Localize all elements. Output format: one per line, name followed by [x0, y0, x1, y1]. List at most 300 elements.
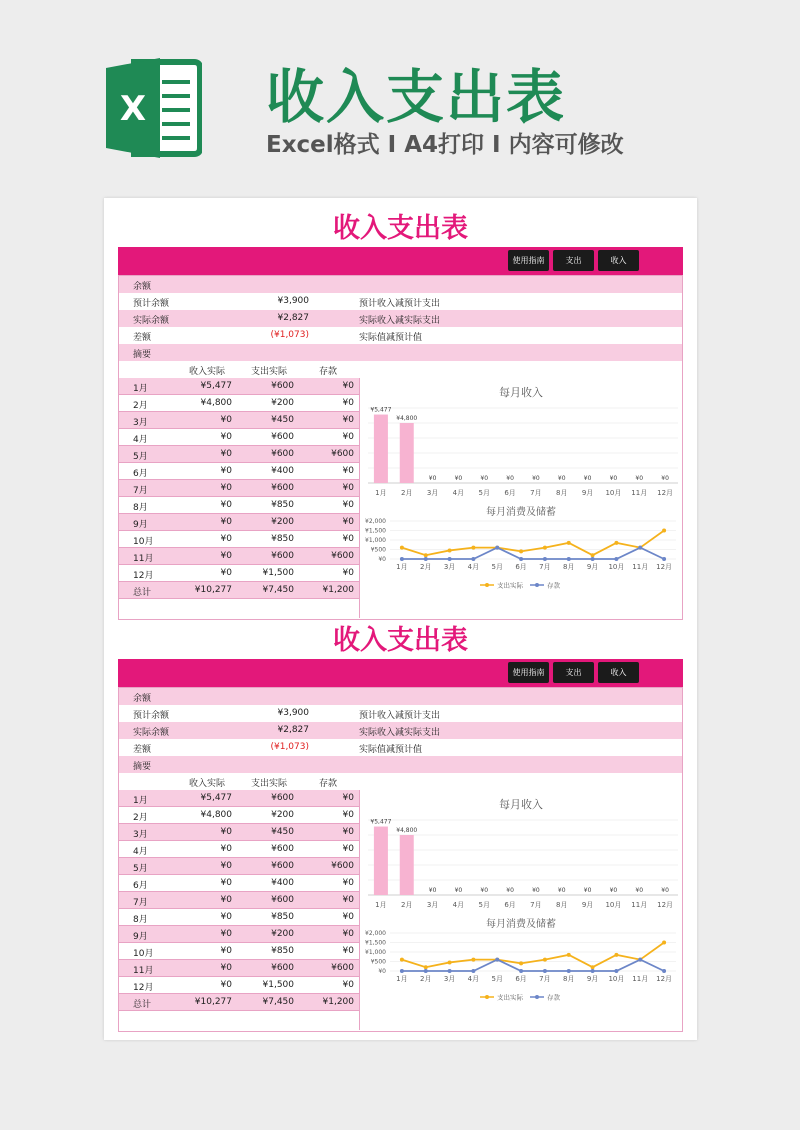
bar-tick-label: 7月 — [530, 489, 542, 497]
expense-cell[interactable]: ¥600 — [271, 483, 294, 493]
balance-row — [119, 327, 682, 344]
income-cell[interactable]: ¥10,277 — [194, 585, 232, 595]
bar-data-label: ¥0 — [454, 475, 463, 482]
sheet-title: 收入支出表 — [333, 213, 468, 244]
income-cell[interactable]: ¥0 — [220, 895, 232, 905]
savings-cell[interactable]: ¥1,200 — [322, 997, 354, 1007]
legend-label: 支出实际 — [497, 581, 523, 590]
balance-note: 实际收入减实际支出 — [359, 316, 441, 326]
line-chart-title: 每月消费及储蓄 — [486, 507, 556, 518]
summary-section-header — [119, 344, 682, 361]
bar-tick-label: 1月 — [375, 489, 387, 497]
savings-cell[interactable]: ¥600 — [331, 551, 354, 561]
table-row — [119, 514, 359, 531]
income-bar — [400, 423, 414, 483]
bar-tick-label: 5月 — [478, 901, 490, 909]
income-cell[interactable]: ¥0 — [220, 449, 232, 459]
series-line — [402, 943, 664, 968]
month-label: 4月 — [133, 435, 148, 445]
sheet-table — [118, 687, 683, 1032]
balance-value[interactable]: ¥2,827 — [277, 313, 309, 323]
income-bar — [400, 835, 414, 895]
expense-cell[interactable]: ¥7,450 — [262, 585, 294, 595]
table-row — [119, 858, 359, 875]
savings-cell[interactable]: ¥0 — [342, 793, 354, 803]
bar-data-label: ¥0 — [583, 887, 592, 894]
income-button[interactable]: 收入 — [598, 662, 639, 683]
income-cell[interactable]: ¥0 — [220, 946, 232, 956]
bar-tick-label: 3月 — [426, 489, 439, 497]
balance-label: 实际余额 — [133, 316, 170, 326]
series-point — [567, 953, 571, 957]
series-point — [495, 546, 499, 550]
bar-tick-label: 12月 — [657, 901, 674, 909]
bar-data-label: ¥0 — [428, 887, 437, 894]
series-point — [495, 958, 499, 962]
savings-cell[interactable]: ¥0 — [342, 929, 354, 939]
line-ytick-label: ¥500 — [370, 546, 386, 554]
expense-cell[interactable]: ¥600 — [271, 844, 294, 854]
legend-item — [530, 581, 561, 590]
line-xtick-label: 11月 — [632, 975, 649, 983]
series-point — [567, 557, 571, 561]
savings-cell[interactable]: ¥600 — [331, 449, 354, 459]
line-xtick-label: 9月 — [586, 975, 599, 983]
table-row — [119, 960, 359, 977]
table-row — [119, 480, 359, 497]
income-cell[interactable]: ¥0 — [220, 568, 232, 578]
table-row — [119, 977, 359, 994]
expense-cell[interactable]: ¥200 — [271, 517, 294, 527]
month-label: 总计 — [133, 1000, 152, 1010]
series-point — [424, 557, 428, 561]
month-label: 6月 — [133, 881, 148, 891]
bar-tick-label: 12月 — [657, 489, 674, 497]
income-bar — [374, 827, 388, 895]
bar-data-label: ¥5,477 — [370, 818, 392, 826]
month-label: 3月 — [133, 830, 148, 840]
expense-cell[interactable]: ¥850 — [271, 534, 294, 544]
savings-cell[interactable]: ¥0 — [342, 432, 354, 442]
line-xtick-label: 10月 — [608, 563, 625, 571]
column-header: 支出实际 — [251, 367, 288, 377]
bar-data-label: ¥0 — [532, 475, 540, 482]
income-cell[interactable]: ¥0 — [220, 963, 232, 973]
series-point — [543, 546, 547, 550]
table-row — [119, 943, 359, 960]
line-xtick-label: 7月 — [539, 563, 551, 571]
balance-value[interactable]: ¥3,900 — [277, 708, 309, 718]
series-point — [662, 529, 666, 533]
bar-chart-title: 每月收入 — [499, 798, 543, 811]
line-ytick-label: ¥1,500 — [365, 527, 386, 535]
series-point — [400, 958, 404, 962]
bar-tick-label: 10月 — [605, 901, 622, 909]
line-xtick-label: 3月 — [443, 563, 456, 571]
month-label: 1月 — [133, 796, 148, 806]
balance-row — [119, 722, 682, 739]
month-label: 5月 — [133, 864, 148, 874]
line-xtick-label: 2月 — [420, 975, 432, 983]
expense-cell[interactable]: ¥850 — [271, 500, 294, 510]
legend-item — [530, 993, 561, 1002]
income-cell[interactable]: ¥0 — [220, 415, 232, 425]
savings-cell[interactable]: ¥0 — [342, 483, 354, 493]
series-point — [519, 549, 523, 553]
bar-data-label: ¥0 — [583, 475, 592, 482]
series-point — [448, 969, 452, 973]
balance-value[interactable]: ¥2,827 — [277, 725, 309, 735]
line-xtick-label: 5月 — [491, 975, 503, 983]
expense-cell[interactable]: ¥600 — [271, 449, 294, 459]
bar-data-label: ¥0 — [609, 475, 618, 482]
savings-cell[interactable]: ¥0 — [342, 912, 354, 922]
expense-cell[interactable]: ¥1,500 — [262, 980, 294, 990]
savings-cell[interactable]: ¥600 — [331, 861, 354, 871]
savings-cell[interactable]: ¥0 — [342, 500, 354, 510]
bar-tick-label: 9月 — [581, 489, 594, 497]
line-xtick-label: 12月 — [656, 975, 673, 983]
series-point — [662, 969, 666, 973]
month-label: 6月 — [133, 469, 148, 479]
balance-label: 差额 — [133, 745, 152, 755]
bar-tick-label: 3月 — [426, 901, 439, 909]
line-xtick-label: 10月 — [608, 975, 625, 983]
bar-tick-label: 2月 — [401, 489, 413, 497]
savings-cell[interactable]: ¥0 — [342, 878, 354, 888]
line-xtick-label: 11月 — [632, 563, 649, 571]
expense-cell[interactable]: ¥1,500 — [262, 568, 294, 578]
hero-subtitle: Excel格式 I A4打印 I 内容可修改 — [266, 132, 624, 158]
month-label: 11月 — [133, 554, 154, 564]
income-cell[interactable]: ¥0 — [220, 466, 232, 476]
expense-button[interactable]: 支出 — [553, 662, 594, 683]
expense-cell[interactable]: ¥7,450 — [262, 997, 294, 1007]
month-label: 8月 — [133, 503, 148, 513]
month-label: 4月 — [133, 847, 148, 857]
column-header: 支出实际 — [251, 779, 288, 789]
expense-cell[interactable]: ¥200 — [271, 810, 294, 820]
savings-cell[interactable]: ¥0 — [342, 810, 354, 820]
bar-tick-label: 2月 — [401, 901, 413, 909]
legend-label: 支出实际 — [497, 993, 523, 1002]
month-label: 2月 — [133, 401, 148, 411]
savings-cell[interactable]: ¥0 — [342, 381, 354, 391]
savings-cell[interactable]: ¥0 — [342, 946, 354, 956]
series-point — [662, 557, 666, 561]
month-label: 7月 — [133, 486, 148, 496]
month-label: 7月 — [133, 898, 148, 908]
income-cell[interactable]: ¥0 — [220, 827, 232, 837]
column-header: 存款 — [319, 367, 338, 377]
month-label: 10月 — [133, 537, 154, 547]
table-row — [119, 841, 359, 858]
expense-cell[interactable]: ¥200 — [271, 929, 294, 939]
savings-cell[interactable]: ¥0 — [342, 980, 354, 990]
bar-data-label: ¥4,800 — [396, 415, 418, 422]
bar-data-label: ¥0 — [661, 475, 669, 482]
savings-cell[interactable]: ¥0 — [342, 398, 354, 408]
monthly-income-bar-chart — [360, 808, 682, 923]
income-button[interactable]: 收入 — [598, 250, 639, 271]
bar-data-label: ¥0 — [609, 887, 618, 894]
table-row — [119, 824, 359, 841]
bar-data-label: ¥0 — [635, 887, 644, 894]
table-row — [119, 807, 359, 824]
income-cell[interactable]: ¥0 — [220, 517, 232, 527]
income-cell[interactable]: ¥0 — [220, 432, 232, 442]
bar-data-label: ¥0 — [454, 887, 463, 894]
bar-tick-label: 1月 — [375, 901, 387, 909]
month-label: 9月 — [133, 932, 148, 942]
summary-section-label: 摘要 — [133, 762, 152, 772]
column-header: 收入实际 — [189, 779, 226, 789]
logo-letter: X — [119, 89, 147, 129]
expense-cell[interactable]: ¥600 — [271, 381, 294, 391]
balance-row — [119, 293, 682, 310]
bar-tick-label: 6月 — [504, 901, 516, 909]
series-point — [614, 541, 618, 545]
month-label: 12月 — [133, 571, 154, 581]
month-label: 12月 — [133, 983, 154, 993]
bar-data-label: ¥0 — [557, 475, 566, 482]
income-expense-sheet-2 — [118, 618, 683, 1034]
table-row — [119, 531, 359, 548]
month-label: 2月 — [133, 813, 148, 823]
expense-cell[interactable]: ¥600 — [271, 963, 294, 973]
balance-note: 实际值减预计值 — [359, 333, 423, 343]
savings-cell[interactable]: ¥0 — [342, 517, 354, 527]
series-point — [543, 958, 547, 962]
line-ytick-label: ¥0 — [378, 968, 386, 975]
month-label: 8月 — [133, 915, 148, 925]
series-point — [591, 969, 595, 973]
expense-cell[interactable]: ¥600 — [271, 793, 294, 803]
savings-cell[interactable]: ¥0 — [342, 534, 354, 544]
sheet-table — [118, 275, 683, 620]
income-expense-sheet-1 — [118, 206, 683, 622]
table-row — [119, 497, 359, 514]
series-line — [402, 531, 664, 556]
guide-button[interactable]: 使用指南 — [508, 662, 549, 683]
income-cell[interactable]: ¥0 — [220, 861, 232, 871]
balance-note: 预计收入减预计支出 — [359, 711, 441, 721]
month-label: 1月 — [133, 384, 148, 394]
bar-data-label: ¥0 — [661, 887, 669, 894]
balance-row — [119, 739, 682, 756]
legend-item — [480, 993, 524, 1002]
series-point — [471, 546, 475, 550]
bar-tick-label: 8月 — [556, 901, 568, 909]
excel-logo-icon — [104, 58, 202, 158]
summary-section-header — [119, 756, 682, 773]
line-xtick-label: 1月 — [396, 563, 408, 571]
series-point — [591, 557, 595, 561]
toolbar — [118, 659, 683, 687]
income-cell[interactable]: ¥0 — [220, 500, 232, 510]
line-xtick-label: 7月 — [539, 975, 551, 983]
expense-cell[interactable]: ¥600 — [271, 551, 294, 561]
series-point — [400, 969, 404, 973]
expense-cell[interactable]: ¥450 — [271, 415, 294, 425]
bar-data-label: ¥0 — [557, 887, 566, 894]
line-xtick-label: 5月 — [491, 563, 503, 571]
income-cell[interactable]: ¥5,477 — [200, 793, 232, 803]
table-header — [119, 773, 359, 790]
income-cell[interactable]: ¥10,277 — [194, 997, 232, 1007]
legend-item — [480, 581, 524, 590]
balance-value[interactable]: (¥1,073) — [270, 742, 309, 752]
savings-cell[interactable]: ¥1,200 — [322, 585, 354, 595]
guide-button[interactable]: 使用指南 — [508, 250, 549, 271]
series-point — [424, 965, 428, 969]
expense-cell[interactable]: ¥850 — [271, 946, 294, 956]
series-point — [567, 541, 571, 545]
bar-data-label: ¥5,477 — [370, 406, 392, 414]
table-row — [119, 565, 359, 582]
series-point — [614, 557, 618, 561]
bar-data-label: ¥0 — [506, 475, 514, 482]
line-xtick-label: 4月 — [467, 975, 480, 983]
column-header: 收入实际 — [189, 367, 226, 377]
balance-row — [119, 310, 682, 327]
expense-cell[interactable]: ¥600 — [271, 432, 294, 442]
line-xtick-label: 1月 — [396, 975, 408, 983]
line-ytick-label: ¥1,000 — [365, 537, 386, 544]
balance-section-header — [119, 276, 682, 293]
month-label: 11月 — [133, 966, 154, 976]
bar-tick-label: 8月 — [556, 489, 568, 497]
balance-note: 预计收入减预计支出 — [359, 299, 441, 309]
expense-cell[interactable]: ¥400 — [271, 878, 294, 888]
expense-cell[interactable]: ¥200 — [271, 398, 294, 408]
series-point — [471, 969, 475, 973]
table-row — [119, 926, 359, 943]
bar-tick-label: 11月 — [631, 901, 648, 909]
chart-panel — [359, 378, 681, 618]
series-point — [448, 557, 452, 561]
series-point — [519, 557, 523, 561]
line-xtick-label: 8月 — [563, 975, 575, 983]
expense-cell[interactable]: ¥400 — [271, 466, 294, 476]
series-point — [638, 958, 642, 962]
savings-cell[interactable]: ¥0 — [342, 827, 354, 837]
series-point — [543, 969, 547, 973]
month-label: 5月 — [133, 452, 148, 462]
savings-cell[interactable]: ¥600 — [331, 963, 354, 973]
bar-tick-label: 4月 — [452, 901, 465, 909]
balance-row — [119, 705, 682, 722]
expense-cell[interactable]: ¥600 — [271, 895, 294, 905]
line-xtick-label: 8月 — [563, 563, 575, 571]
line-ytick-label: ¥0 — [378, 556, 386, 563]
bar-data-label: ¥0 — [635, 475, 644, 482]
bar-tick-label: 5月 — [478, 489, 490, 497]
income-cell[interactable]: ¥4,800 — [200, 810, 232, 820]
sheet-title: 收入支出表 — [333, 625, 468, 656]
income-cell[interactable]: ¥5,477 — [200, 381, 232, 391]
savings-cell[interactable]: ¥0 — [342, 415, 354, 425]
savings-cell[interactable]: ¥0 — [342, 568, 354, 578]
income-cell[interactable]: ¥0 — [220, 912, 232, 922]
monthly-spend-savings-line-chart — [360, 516, 682, 616]
line-xtick-label: 6月 — [515, 975, 527, 983]
balance-section-label: 余额 — [133, 694, 152, 704]
series-point — [519, 961, 523, 965]
expense-cell[interactable]: ¥450 — [271, 827, 294, 837]
savings-cell[interactable]: ¥0 — [342, 466, 354, 476]
table-row — [119, 395, 359, 412]
series-point — [400, 546, 404, 550]
chart-panel — [359, 790, 681, 1030]
line-ytick-label: ¥2,000 — [365, 930, 386, 937]
balance-value[interactable]: ¥3,900 — [277, 296, 309, 306]
income-cell[interactable]: ¥0 — [220, 980, 232, 990]
table-row — [119, 875, 359, 892]
bar-tick-label: 9月 — [581, 901, 594, 909]
table-row — [119, 463, 359, 480]
bar-data-label: ¥0 — [532, 887, 540, 894]
series-point — [424, 969, 428, 973]
table-row — [119, 412, 359, 429]
line-ytick-label: ¥1,000 — [365, 949, 386, 956]
line-ytick-label: ¥500 — [370, 958, 386, 966]
balance-section-label: 余额 — [133, 282, 152, 292]
income-cell[interactable]: ¥0 — [220, 534, 232, 544]
series-point — [614, 969, 618, 973]
expense-button[interactable]: 支出 — [553, 250, 594, 271]
income-cell[interactable]: ¥0 — [220, 483, 232, 493]
savings-cell[interactable]: ¥0 — [342, 844, 354, 854]
bar-tick-label: 10月 — [605, 489, 622, 497]
hero-title: 收入支出表 — [266, 63, 567, 131]
balance-note: 实际值减预计值 — [359, 745, 423, 755]
balance-value[interactable]: (¥1,073) — [270, 330, 309, 340]
savings-cell[interactable]: ¥0 — [342, 895, 354, 905]
total-row — [119, 994, 359, 1011]
expense-cell[interactable]: ¥850 — [271, 912, 294, 922]
bar-data-label: ¥0 — [506, 887, 514, 894]
line-xtick-label: 9月 — [586, 563, 599, 571]
table-row — [119, 909, 359, 926]
expense-cell[interactable]: ¥600 — [271, 861, 294, 871]
income-cell[interactable]: ¥0 — [220, 844, 232, 854]
income-bar — [374, 415, 388, 483]
series-point — [448, 548, 452, 552]
series-point — [448, 960, 452, 964]
income-cell[interactable]: ¥0 — [220, 929, 232, 939]
line-xtick-label: 6月 — [515, 563, 527, 571]
income-cell[interactable]: ¥0 — [220, 551, 232, 561]
table-row — [119, 446, 359, 463]
balance-section-header — [119, 688, 682, 705]
month-label: 3月 — [133, 418, 148, 428]
column-header: 存款 — [319, 779, 338, 789]
bar-data-label: ¥4,800 — [396, 827, 418, 834]
income-cell[interactable]: ¥0 — [220, 878, 232, 888]
line-xtick-label: 3月 — [443, 975, 456, 983]
bar-chart-title: 每月收入 — [499, 386, 543, 399]
series-point — [591, 965, 595, 969]
bar-tick-label: 11月 — [631, 489, 648, 497]
income-cell[interactable]: ¥4,800 — [200, 398, 232, 408]
line-xtick-label: 12月 — [656, 563, 673, 571]
bar-data-label: ¥0 — [480, 887, 489, 894]
series-point — [424, 553, 428, 557]
bar-tick-label: 7月 — [530, 901, 542, 909]
line-ytick-label: ¥1,500 — [365, 939, 386, 947]
series-point — [519, 969, 523, 973]
